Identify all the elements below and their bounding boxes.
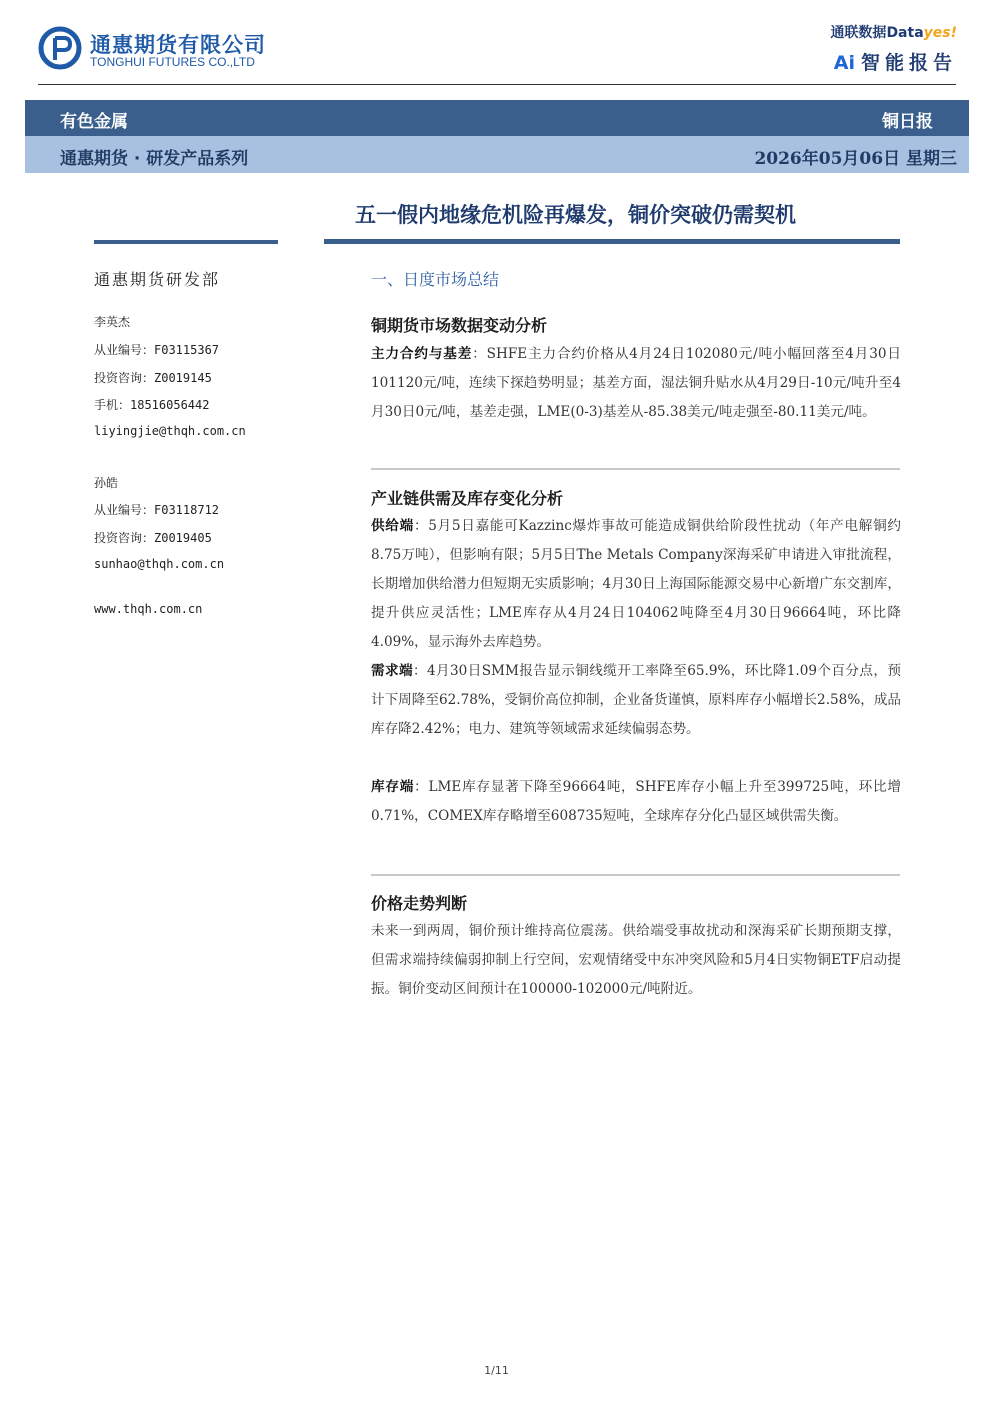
analyst1-consult: 投资咨询：Z0019145 <box>94 371 212 385</box>
supply-demand-heading: 产业链供需及库存变化分析 <box>371 489 564 508</box>
inventory-text: ：LME库存显著下降至96664吨，SHFE库存小幅上升至399725吨，环比增0.71%，COMEX库存略增至608735短吨，全球库存分化凸显区域供需失衡。 <box>371 779 902 824</box>
analyst2-name: 孙皓 <box>94 476 119 490</box>
analyst2-email[interactable]: sunhao@thqh.com.cn <box>94 557 225 571</box>
demand-text: ：4月30日SMM报告显示铜线缆开工率降至65.9%，环比降1.09个百分点，预计下周降至62.78%，受铜价高位抑制，企业备货谨慎，原料库存小幅增长2.58%，成品库存降2.42%；电力、建筑等领域需求延续偏弱态势。 <box>371 663 902 737</box>
department-name: 通惠期货研发部 <box>94 270 221 289</box>
report-type-label: 铜日报 <box>882 112 933 132</box>
analyst1-name: 李英杰 <box>94 315 131 329</box>
inventory-paragraph <box>371 773 901 831</box>
report-title: 五一假内地缘危机险再爆发，铜价突破仍需契机 <box>355 203 796 227</box>
datayes-prefix: 通联数据 <box>830 25 887 41</box>
brand-name-en: TONGHUI FUTURES CO.,LTD <box>90 55 255 69</box>
analyst1-email[interactable]: liyingjie@thqh.com.cn <box>94 424 246 438</box>
analyst2-license: 从业编号：F03118712 <box>94 503 220 517</box>
category-label: 有色金属 <box>60 112 128 132</box>
analyst1-phone: 手机：18516056442 <box>94 398 210 412</box>
section-divider <box>371 874 900 876</box>
company-website[interactable]: www.thqh.com.cn <box>94 602 203 616</box>
sidebar-rule <box>94 240 278 244</box>
analyst1-license: 从业编号：F03115367 <box>94 343 220 357</box>
ai-report-label: 智能报告 <box>860 52 957 74</box>
demand-paragraph <box>371 657 901 744</box>
datayes-logo <box>830 22 957 42</box>
title-rule <box>324 239 900 244</box>
brand-name-cn: 通惠期货有限公司 <box>90 33 266 57</box>
supply-label: 供给端 <box>371 518 414 534</box>
supply-text: ：5月5日嘉能可Kazzinc爆炸事故可能造成铜供给阶段性扰动（年产电解铜约8.75万吨），但影响有限；5月5日The Metals Company深海采矿申请进入审批流程，长期增加供给潜力但短期无实质影响；4月30日上海国际能源交易中心新增广东交割库，提升供应灵活性；LME库存从4月24日104062吨降至4月30日96664吨，环比降4.09%，显示海外去库趋势。 <box>371 518 901 650</box>
ai-report-logo <box>834 48 957 75</box>
ai-mark: Ai <box>833 52 855 74</box>
section-heading: 一、日度市场总结 <box>371 270 500 289</box>
inventory-label: 库存端 <box>371 779 415 795</box>
price-trend-paragraph: 未来一到两周，铜价预计维持高位震荡。供给端受事故扰动和深海采矿长期预期支撑，但需求端持续偏弱抑制上行空间，宏观情绪受中东冲突风险和5月4日实物铜ETF启动提振。铜价变动区间预计在100000-102000元/吨附近。 <box>371 923 901 997</box>
page-number: 1/11 <box>484 1364 509 1377</box>
datayes-yes: yes! <box>923 25 957 41</box>
demand-label: 需求端 <box>371 663 413 679</box>
futures-data-paragraph <box>371 340 901 427</box>
analyst2-consult: 投资咨询：Z0019405 <box>94 531 212 545</box>
price-trend-heading: 价格走势判断 <box>371 894 468 913</box>
report-date: 2026年05月06日 星期三 <box>754 149 957 169</box>
series-label: 通惠期货 · 研发产品系列 <box>60 149 249 169</box>
supply-paragraph <box>371 512 901 657</box>
section-divider <box>371 468 900 470</box>
datayes-data: Data <box>886 25 924 41</box>
contract-basis-text: ：SHFE主力合约价格从4月24日102080元/吨小幅回落至4月30日101120元/吨，连续下探趋势明显；基差方面，湿法铜升贴水从4月29日-10元/吨升至4月30日0元/吨，基差走强，LME(0-3)基差从-85.38美元/吨走强至-80.11美元/吨。 <box>371 346 902 420</box>
contract-basis-label: 主力合约与基差 <box>371 346 473 362</box>
futures-data-heading: 铜期货市场数据变动分析 <box>371 316 548 335</box>
tonghui-logo-icon <box>38 26 82 70</box>
header-divider <box>38 84 956 85</box>
category-band <box>25 100 969 136</box>
